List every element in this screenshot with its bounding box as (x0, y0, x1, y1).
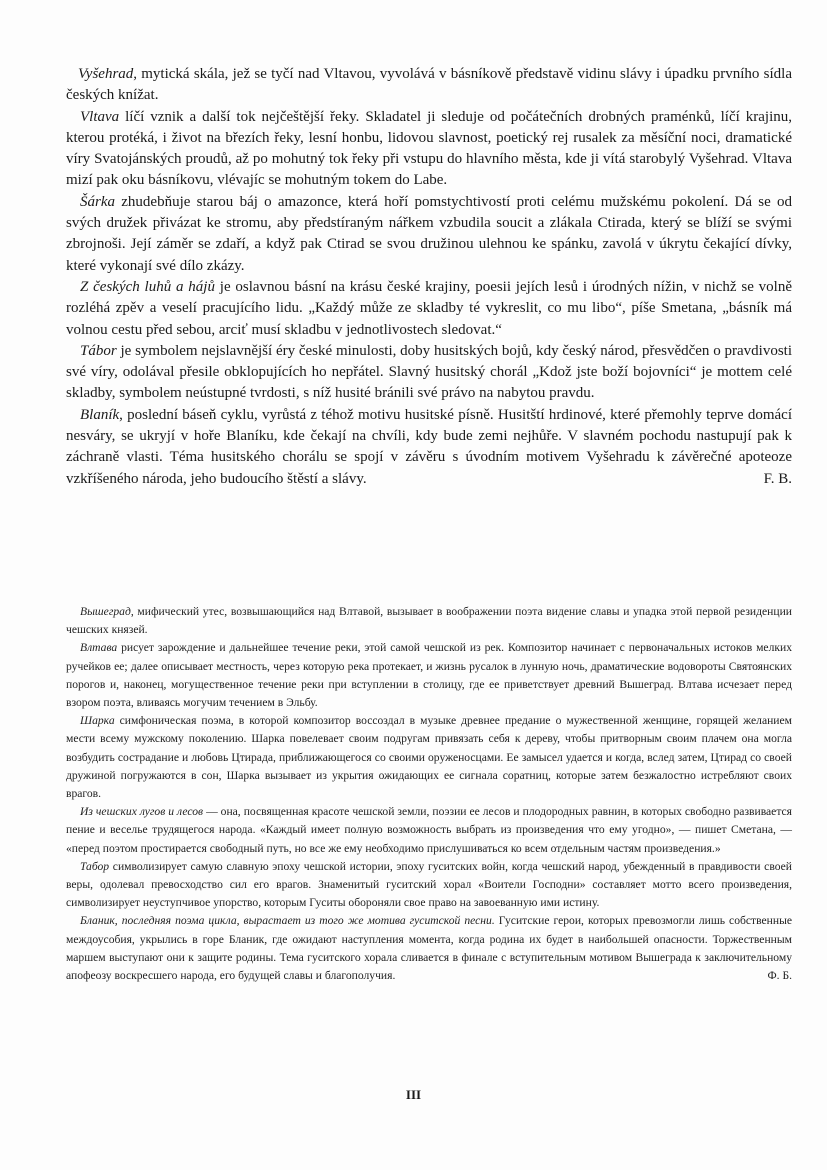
czech-signature: F. B. (763, 470, 792, 487)
czech-text-vltava: líčí vznik a další tok nejčeštější řeky. Skladatel ji sleduje od počátečních drobných praménků, líčí krajinu, kterou protéká, i život na březích řeky, lesní honbu, lidovou slavnost, poetický rej rusalek za měsíční noci, dramatické víry Svatojánských proudů, až po mohutný tok řeky při vstupu do hlavního města, kde ji vítá starobylý Vyšehrad. Vltava mizí pak oku básníkovu, vlévajíc se mohutným tokem do Labe. (66, 108, 792, 189)
czech-text-sarka: zhudebňuje starou báj o amazonce, která hoří pomstychtivostí proti celému mužskému pokolení. Dá se od svých družek přivázat ke stromu, aby předstíraným nářkem vzbudila soucit a zlákala Ctirada, který se blíží se svými zbrojnoši. Její záměr se zdaří, a když pak Ctirad se svou družinou ulehnou ke spánku, zavolá v úkrytu čekající dívky, které vykonají své dílo zkázy. (66, 193, 792, 274)
czech-paragraph-tabor (66, 341, 792, 405)
russian-text-tabor: символизирует самую славную эпоху чешской истории, эпоху гуситских войн, когда чешский народ, убежденный в правдивости своей веры, одолевал превосходство сил его врагов. Знаменитый гуситский хорал «Воители Господни» составляет мотто всего произведения, символизирует неуступчивое упорство, которым Гуситы обороняли свое право на завоеванную ими истину. (66, 859, 792, 910)
czech-text-z-ceskych-luhu: je oslavnou básní na krásu české krajiny, poesii jejích lesů i úrodných nížin, v nichž se volně rozléhá zpěv a veselí pracujícího lidu. „Každý může ze skladby té vykreslit, co mu libo“, píše Smetana, „básník má volnou cestu před sebou, arciť musí skladbu v jednotlivostech sledovat.“ (66, 278, 792, 338)
czech-paragraph-vysehrad (66, 64, 792, 107)
russian-text-vyshegrad: , мифический утес, возвышающийся над Влтавой, вызывает в воображении поэта видение славы и упадка этой первой резиденции чешских князей. (66, 605, 792, 637)
russian-paragraph-iz-cheshskih-lugov (66, 803, 792, 858)
czech-title-z-ceskych-luhu: Z českých luhů a hájů (80, 278, 215, 295)
czech-paragraph-z-ceskych-luhu (66, 277, 792, 341)
russian-text-vltava: рисует зарождение и дальнейшее течение реки, этой самой чешской из рек. Композитор начинает с первоначальных истоков мелких ручейков ее; далее описывает местность, через которую река протекает, и жизнь русалок в лунную ночь, драматические водовороты Святоянских порогов и, наконец, могущественное течение реки при вступлении в столицу, где ее приветствует древний Вышеград. Влтава исчезает перед взором поэта, вливаясь могучим течением в Эльбу. (66, 641, 792, 710)
page-number: III (405, 1087, 422, 1102)
czech-paragraph-sarka (66, 192, 792, 277)
czech-title-sarka: Šárka (80, 193, 115, 210)
czech-title-tabor: Tábor (80, 342, 117, 359)
russian-text-iz-cheshskih-lugov: — она, посвященная красоте чешской земли, поэзии ее лесов и плодородных равнин, в которых свободно развивается пение и веселье трудящегося народа. «Каждый имеет полную возможность выбрать из произведения что ему угодно», — пишет Сметана, — «перед поэтом простирается свободный путь, но все же ему необходимо прислушиваться ко всем отдельным частям произведения.» (66, 805, 792, 855)
russian-title-iz-cheshskih-lugov: Из чешских лугов и лесов (80, 805, 204, 819)
czech-title-blanik: Blaník (80, 406, 120, 423)
czech-title-vltava: Vltava (80, 108, 120, 125)
russian-paragraph-tabor (66, 858, 792, 913)
russian-title-tabor: Табор (80, 859, 110, 873)
russian-title-vyshegrad: Вышеград (80, 605, 131, 618)
russian-title-vltava: Влтава (80, 641, 118, 655)
russian-paragraph-sharka (66, 712, 792, 803)
russian-text-block (66, 603, 792, 985)
czech-paragraph-vltava (66, 107, 792, 192)
czech-text-tabor: je symbolem nejslavnější éry české minulosti, doby husitských bojů, kdy český národ, přesvědčen o pravdivosti své víry, odolával přesile obklopujících ho nepřátel. Slavný husitský chorál „Kdož jste boží bojovníci“ je mottem celé skladby, symbolem neústupné tvrdosti, s níž husité bránili své právo na nabytou pravdu. (66, 342, 792, 402)
russian-text-sharka: симфоническая поэма, в которой композитор воссоздал в музыке древнее предание о мужественной женщине, горящей желанием мести всему мужскому поколению. Шарка повелевает своим подругам привязать себя к дереву, чтобы притворным своим плачем она могла возбудить сострадание и любовь Цтирада, приближающегося со своими оруженосцами. Ее замысел удается и когда, вслед затем, Цтирад со своей дружиной погружаются в сон, Шарка вызывает из укрытия ожидающих ее сигнала соратниц, которые затем безжалостно истребляют своих врагов. (66, 714, 792, 801)
czech-text-vysehrad: , mytická skála, jež se tyčí nad Vltavou, vyvolává v básníkově představě vidinu slávy i úpadku prvního sídla českých knížat. (66, 66, 792, 104)
russian-title-blanik: Бланик, последняя поэма цикла, вырастает из того же мотива гуситской песни. (80, 914, 495, 928)
czech-text-blanik: , poslední báseň cyklu, vyrůstá z téhož motivu husitské písně. Husitští hrdinové, které přemohly teprve domácí nesváry, se ukryjí v hoře Blaníku, kde čekají na chvíli, kdy bude zemi nejhůře. V slavném pochodu nastupují pak k záchraně vlasti. Téma husitského chorálu se spojí v závěru s úvodním motivem Vyšehradu k závěrečné apoteoze vzkříšeného národa, jeho budoucího štěstí a slávy. (66, 406, 792, 487)
russian-signature: Ф. Б. (767, 969, 792, 983)
russian-paragraph-vyshegrad (66, 603, 792, 639)
czech-text-block (66, 64, 792, 490)
czech-title-vysehrad: Vyšehrad (78, 66, 134, 82)
russian-paragraph-blanik (66, 912, 792, 985)
russian-title-sharka: Шарка (80, 714, 115, 728)
czech-paragraph-blanik (66, 405, 792, 490)
russian-text-blanik: Гуситские герои, которых превозмогли лишь собственные междоусобия, укрылись в горе Бланик, где ожидают наступления момента, когда родина их будет в наибольшей опасности. Торжественным маршем выступают они к защите родины. Тема гуситского хорала сливается в финале с вступительным мотивом Вышеграда к заключительному апофеозу воскресшего народа, его будущей славы и благополучия. (66, 914, 792, 983)
russian-paragraph-vltava (66, 639, 792, 712)
